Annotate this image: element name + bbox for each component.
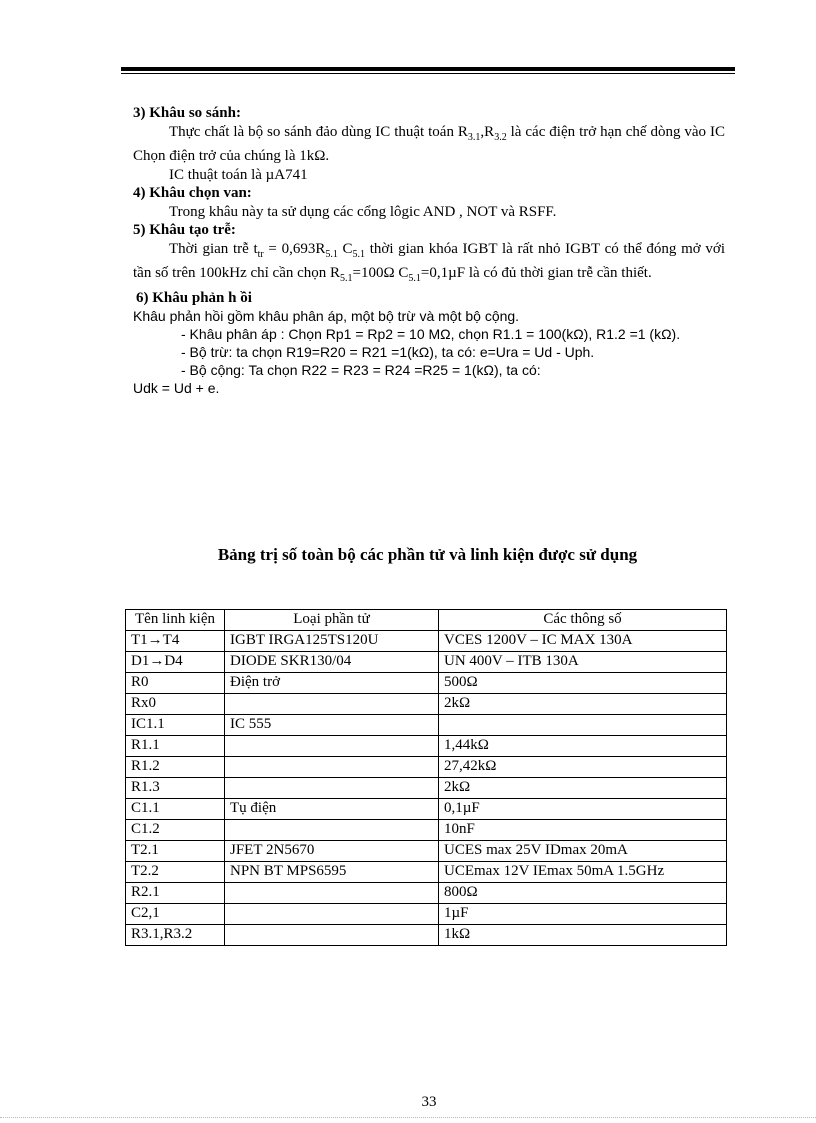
cell-params: UCEmax 12V IEmax 50mA 1.5GHz — [439, 862, 727, 883]
cell-type — [225, 925, 439, 946]
table-row — [126, 862, 727, 883]
section-5-paragraph: Thời gian trễ $t_{tr} = 0,693R_{5.1}$ $C_{5.1}$ thời gian khóa IGBT là rất nhỏ IGBT có thể đóng mở với tần số trên 100kHz chỉ cần chọn $R_{5.1}=100\Omega$ $C_{5.1}=0,1\mu F$ là có đủ thời gian trễ cần thiết. — [133, 240, 725, 284]
cell-params: 500Ω — [439, 673, 727, 694]
cell-name: C1.2 — [126, 820, 225, 841]
cell-type — [225, 694, 439, 715]
cell-name: C1.1 — [126, 799, 225, 820]
section-5-title: 5) Khâu tạo trễ: — [133, 222, 236, 238]
section-6-paragraph-2: - Khâu phân áp : Chọn Rp1 = Rp2 = 10 MΩ, chọn R1.1 = 100(kΩ), R1.2 =1 (kΩ). — [181, 326, 681, 342]
section-3-paragraph: Thực chất là bộ so sánh đảo dùng IC thuật toán $R_{3.1},R_{3.2}$ là các điện trở hạn chế dòng vào IC Chọn điện trở của chúng là 1kΩ. — [133, 123, 725, 164]
cell-type: IC 555 — [225, 715, 439, 736]
table-row — [126, 736, 727, 757]
cell-name: R0 — [126, 673, 225, 694]
cell-name: R1.3 — [126, 778, 225, 799]
cell-params: 2kΩ — [439, 778, 727, 799]
cell-params: 0,1µF — [439, 799, 727, 820]
section-6-paragraph-3: - Bộ trừ: ta chọn R19=R20 = R21 =1(kΩ), ta có: e=Ura = Ud - Uph. — [181, 344, 595, 360]
table-row — [126, 883, 727, 904]
table-row — [126, 673, 727, 694]
table-title: Bảng trị số toàn bộ các phần tử và linh kiện được sử dụng — [217, 545, 638, 564]
cell-name: IC1.1 — [126, 715, 225, 736]
header-cell-name: Tên linh kiện — [126, 610, 225, 631]
cell-params: 800Ω — [439, 883, 727, 904]
section-4-title: 4) Khâu chọn van: — [133, 185, 252, 201]
cell-params: UN 400V – ITB 130A — [439, 652, 727, 673]
page-number: 33 — [421, 1094, 437, 1110]
header-cell-type: Loại phần tử — [225, 610, 439, 631]
cell-type — [225, 904, 439, 925]
cell-name: D1→D4 — [126, 652, 225, 673]
table-row — [126, 652, 727, 673]
section-6-paragraph-1: Khâu phản hồi gồm khâu phân áp, một bộ trừ và một bộ cộng. — [133, 308, 520, 324]
body-text — [133, 104, 725, 397]
cell-params: UCES max 25V IDmax 20mA — [439, 841, 727, 862]
cell-params: 1µF — [439, 904, 727, 925]
cell-name: R1.2 — [126, 757, 225, 778]
table-row — [126, 841, 727, 862]
table-row — [126, 631, 727, 652]
section-6-paragraph-5: Udk = Ud + e. — [133, 380, 220, 396]
cell-name: Rx0 — [126, 694, 225, 715]
table-header-row — [126, 610, 727, 631]
section-3-paragraph-2: IC thuật toán là µA741 — [169, 166, 308, 183]
section-6-title: 6) Khâu phản h ồi — [136, 289, 252, 306]
cell-type — [225, 736, 439, 757]
header-rule — [121, 67, 735, 71]
cell-type: DIODE SKR130/04 — [225, 652, 439, 673]
section-6-paragraph-4: - Bộ cộng: Ta chọn R22 = R23 = R24 =R25 = 1(kΩ), ta có: — [181, 362, 541, 378]
components-table — [125, 609, 727, 946]
header-rule-thin — [121, 73, 735, 74]
cell-type: JFET 2N5670 — [225, 841, 439, 862]
cell-params: 10nF — [439, 820, 727, 841]
cell-params: 1kΩ — [439, 925, 727, 946]
table-row — [126, 715, 727, 736]
cell-name: T2.1 — [126, 841, 225, 862]
cell-type: Tụ điện — [225, 799, 439, 820]
cell-type — [225, 883, 439, 904]
table-row — [126, 778, 727, 799]
cell-type — [225, 757, 439, 778]
cell-name: R2.1 — [126, 883, 225, 904]
cell-name: T1→T4 — [126, 631, 225, 652]
cell-type — [225, 820, 439, 841]
cell-params: 2kΩ — [439, 694, 727, 715]
table-row — [126, 925, 727, 946]
cell-type: Điện trở — [225, 673, 439, 694]
table-row — [126, 820, 727, 841]
cell-type: NPN BT MPS6595 — [225, 862, 439, 883]
cell-params: VCES 1200V – IC MAX 130A — [439, 631, 727, 652]
table-row — [126, 904, 727, 925]
header-cell-params: Các thông số — [439, 610, 727, 631]
section-4-paragraph: Trong khâu này ta sử dụng các cổng lôgic AND , NOT và RSFF. — [169, 203, 557, 220]
footer-rule — [0, 1117, 816, 1118]
cell-params — [439, 715, 727, 736]
table-row — [126, 757, 727, 778]
cell-params: 27,42kΩ — [439, 757, 727, 778]
section-3-title: 3) Khâu so sánh: — [133, 105, 241, 121]
cell-name: T2.2 — [126, 862, 225, 883]
cell-name: C2,1 — [126, 904, 225, 925]
table-row — [126, 799, 727, 820]
cell-type — [225, 778, 439, 799]
cell-name: R1.1 — [126, 736, 225, 757]
table-row — [126, 694, 727, 715]
cell-params: 1,44kΩ — [439, 736, 727, 757]
cell-type: IGBT IRGA125TS120U — [225, 631, 439, 652]
cell-name: R3.1,R3.2 — [126, 925, 225, 946]
